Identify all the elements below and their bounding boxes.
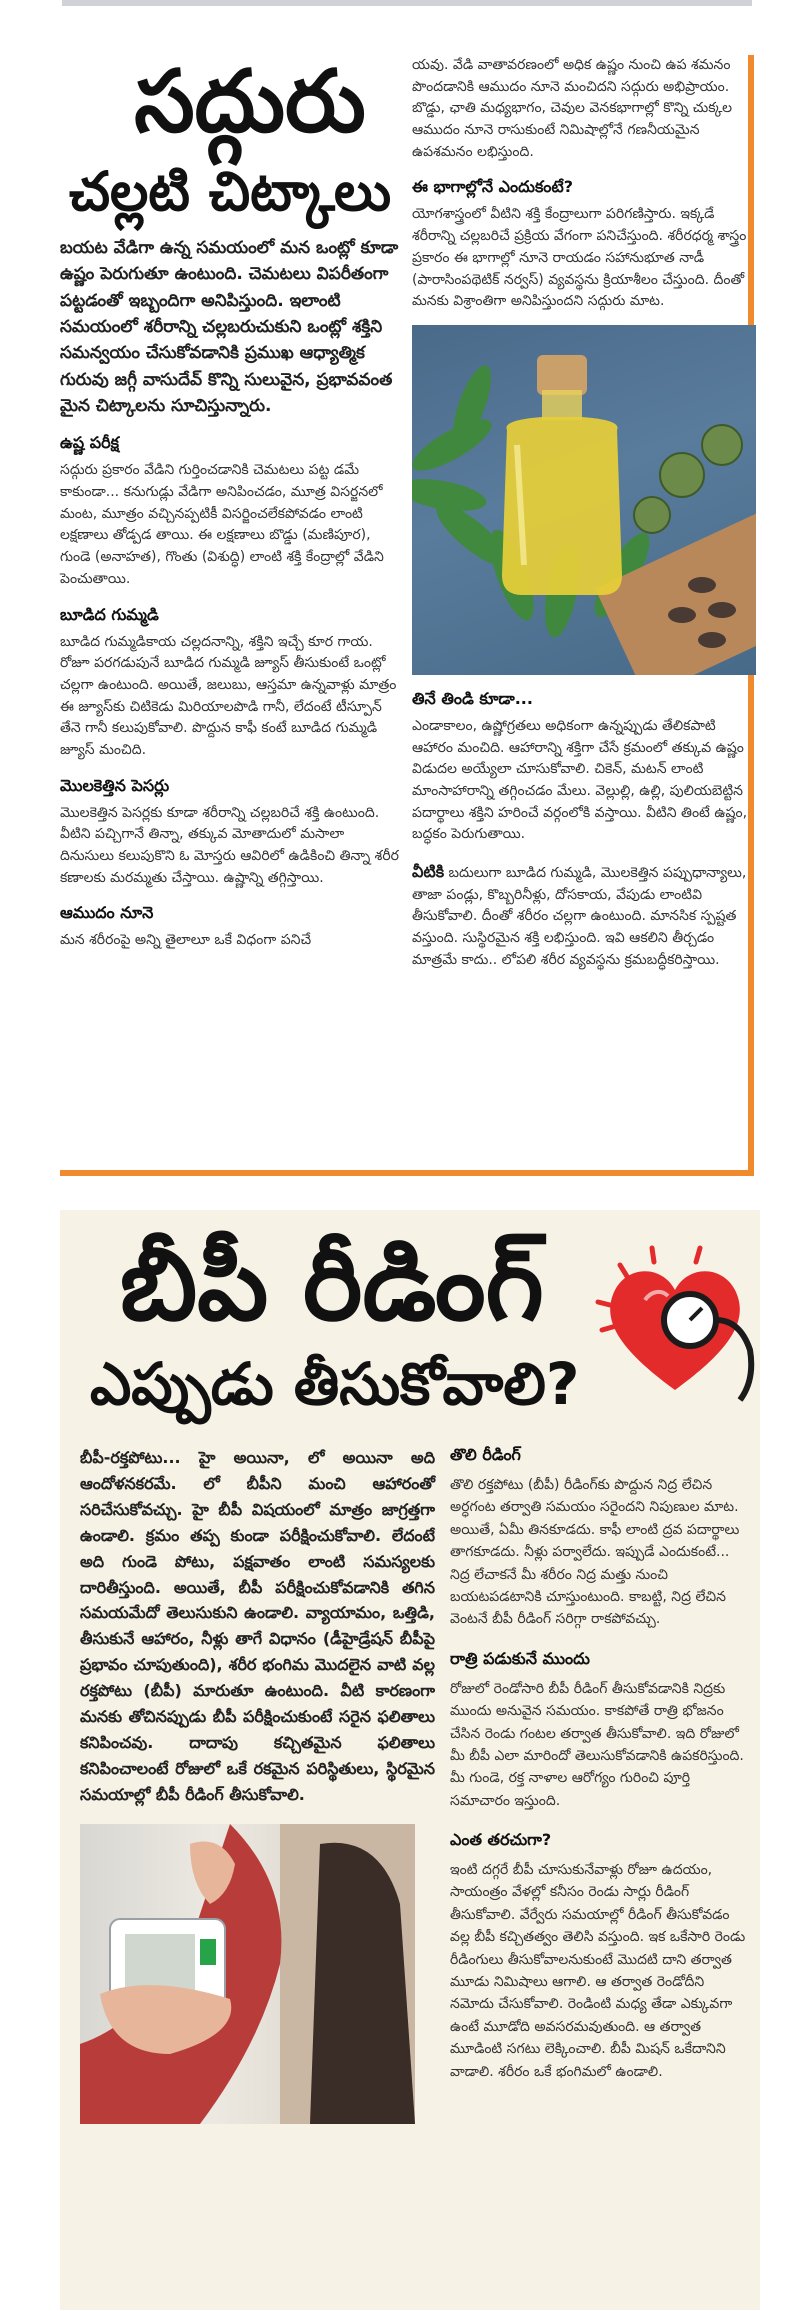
article2-title-line1: బీపీ రీడింగ్	[120, 1226, 544, 1343]
why-these-parts-heading: ఈ భాగాల్లోనే ఎందుకంటే?	[412, 177, 574, 197]
article1-title-line1: సద్గురు	[134, 52, 366, 152]
article2-intro: బీపీ-రక్తపోటు... హై అయినా, లో అయినా అది ఆందోళనకరమే. లో బీపీని మంచి ఆహారంతో సరిచేసుకోవచ్చు. హై బీపీ విషయంలో మాత్రం జాగ్రత్తగా ఉండాలి. క్రమం తప్ప కుండా పరీక్షించుకోవాలి. లేదంటే అది గుండె పోటు, పక్షవాతం లాంటి సమస్యలకు దారితీస్తుంది. అయితే, బీపీ పరీక్షించుకోవడానికి తగిన సమయమేదో తెలుసుకుని ఉండాలి. వ్యాయామం, ఒత్తిడి, తీసుకునే ఆహారం, నీళ్లు తాగే విధానం (డీహైడ్రేషన్ బీపీపై ప్రభావం చూపుతుంది), శరీర భంగిమ మొదలైన వాటి వల్ల రక్తపోటు (బీపీ) మారుతూ ఉంటుంది. వీటి కారణంగా మనకు తోచినప్పుడు బీపీ పరీక్షించుకుంటే సరైన ఫలితాలు కనిపించవు. దాదాపు కచ్చితమైన ఫలితాలు కనిపించాలంటే రోజులో ఒకే రకమైన పరిస్థితులు, స్థిరమైన సమయాల్లో బీపీ రీడింగ్ తీసుకోవాలి.	[80, 1448, 435, 1804]
sprouts-body: మొలకెత్తిన పెసర్లకు కూడా శరీరాన్ని చల్లబరిచే శక్తి ఉంటుంది. వీటిని పచ్చిగానే తిన్నా, తక్కువ మోతాదులో మసాలా దినుసులు కలుపుకొని ఓ మోస్తరు ఆవిరిలో ఉడికించి తిన్నా శరీర కణాలకు మరమ్మతు చేస్తాయి. ఉష్ణాన్ని తగ్గిస్తాయి.	[60, 804, 399, 886]
castor-oil-heading: ఆముదం నూనె	[60, 903, 154, 923]
heat-test-heading: ఉష్ణ పరీక్ష	[60, 433, 119, 453]
first-reading-body: తొలి రక్తపోటు (బీపీ) రీడింగ్‌కు పొద్దున నిద్ర లేచిన అర్ధగంట తర్వాతి సమయం సరైందని నిపుణుల మాట. అయితే, ఏమీ తినకూడదు. కాఫీ లాంటి ద్రవ పదార్థాలు తాగకూడదు. నీళ్లు పర్వాలేదు. ఇప్పుడే ఎందుకంటే... నిద్ర లేచాకనే మీ శరీరం నిద్ర మత్తు నుంచి బయటపడటానికి చూస్తుంటుంది. కాబట్టి, నిద్ర లేచిన వెంటనే బీపీ రీడింగ్ సరిగ్గా రాకపోవచ్చు.	[450, 1477, 740, 1628]
top-divider	[62, 0, 752, 6]
article1-left-column	[60, 235, 400, 952]
article2-left-column	[80, 1445, 435, 2124]
food-body: ఎండాకాలం, ఉష్ణోగ్రతలు అధికంగా ఉన్నప్పుడు తేలికపాటి ఆహారం మంచిది. ఆహారాన్ని శక్తిగా చేసే క్రమంలో తక్కువ ఉష్ణం విడుదల అయ్యేలా చూసుకోవాలి. చికెన్, మటన్ లాంటి మాంసాహారాన్ని తగ్గించడం మేలు. వెల్లుల్లి, ఉల్లి, పులియబెట్టిన పదార్థాలు శక్తిని హరించే వర్గంలోకి వస్తాయి. వీటిని తింటే ఉష్ణం, బద్ధకం పెరుగుతాయి.	[412, 717, 748, 843]
how-often-body: ఇంటి దగ్గరే బీపీ చూసుకునేవాళ్లు రోజూ ఉదయం, సాయంత్రం వేళల్లో కనీసం రెండు సార్లు రీడింగ్ తీసుకోవాలి. వేర్వేరు సమయాల్లో రీడింగ్ తీసుకోవడం వల్ల బీపీ కచ్చితత్వం తెలిసి వస్తుంది. ఇక ఒకేసారి రెండు రీడింగులు తీసుకోవాలనుకుంటే మొదటి దాని తర్వాత మూడు నిమిషాలు ఆగాలి. ఆ తర్వాత రెండోదీని నమోదు చేసుకోవాలి. రెండింటి మధ్య తేడా ఎక్కువగా ఉంటే మూడోది అవసరమవుతుంది. ఆ తర్వాత మూడింటి సగటు లెక్కించాలి. బీపీ మిషన్ ఒకేదానిని వాడాలి. శరీరం ఒకే భంగిమలో ఉండాలి.	[450, 1862, 746, 2080]
food-heading: తినే తిండి కూడా...	[412, 688, 533, 708]
first-reading-heading: తొలి రీడింగ్	[450, 1445, 521, 1464]
article-sadhguru-tips	[60, 52, 760, 1175]
article1-title-line2: చల్లటి చిట్కాలు	[68, 160, 392, 223]
instead-paragraph	[412, 860, 756, 972]
article2-title-line2: ఎప్పుడు తీసుకోవాలి?	[90, 1350, 580, 1418]
sprouts-heading: మొలకెత్తిన పెసర్లు	[60, 775, 170, 795]
castor-oil-body: మన శరీరంపై అన్ని తైలాలూ ఒకే విధంగా పనిచే	[60, 932, 312, 949]
how-often-heading: ఎంత తరచుగా?	[450, 1830, 552, 1850]
heat-test-body: సద్గురు ప్రకారం వేడిని గుర్తించడానికి చెమటలు పట్ట డమే కాకుండా... కనుగుడ్లు వేడిగా అనిపించడం, మూత్ర విసర్జనలో మంట, మూత్రం వచ్చినప్పటికీ విసర్జించలేకపోవడం లాంటి లక్షణాలు తోడ్పడ తాయి. ఈ లక్షణాలు బొడ్డు (మణిపూర), గుండె (అనాహత), గొంతు (విశుద్ధి) లాంటి శక్తి కేంద్రాల్లో వేడిని పెంచుతాయి.	[60, 462, 384, 587]
bp-monitor-photo	[80, 1824, 415, 2124]
ash-gourd-heading: బూడిద గుమ్మడి	[60, 604, 159, 624]
instead-body: బదులుగా బూడిద గుమ్మడి, మొలకెత్తిన పప్పుధాన్యాలు, తాజా పండ్లు, కొబ్బరినీళ్లు, దోసకాయ, వేపుడు లాంటివి తీసుకోవాలి. దీంతో శరీరం చల్లగా ఉంటుంది. మానసిక స్పష్టత వస్తుంది. సుస్థిరమైన శక్తి లభిస్తుంది. ఇవి ఆకలిని తీర్చడం మాత్రమే కాదు.. లోపలి శరీర వ్యవస్థను క్రమబద్ధీకరిస్తాయి.	[412, 865, 747, 968]
instead-lead: వీటికి	[412, 862, 445, 881]
article2-right-column	[450, 1445, 750, 2083]
article1-right-column	[412, 55, 756, 972]
article-bp-reading	[60, 1210, 760, 2310]
before-sleep-body: రోజులో రెండోసారి బీపీ రీడింగ్ తీసుకోవడానికి నిద్రకు ముందు అనువైన సమయం. కాకపోతే రాత్రి భోజనం చేసిన రెండు గంటల తర్వాత తీసుకోవాలి. ఇది రోజులో మీ బీపీ ఎలా మారిందో తెలుసుకోవడానికి ఉపకరిస్తుంది. మీ గుండె, రక్త నాళాల ఆరోగ్యం గురించి పూర్తి సమాచారం ఇస్తుంది.	[450, 1680, 744, 1809]
ash-gourd-body: బూడిద గుమ్మడికాయ చల్లదనాన్ని, శక్తిని ఇచ్చే కూర గాయ. రోజూ పరగడుపునే బూడిద గుమ్మడి జ్యూస్ తీసుకుంటే ఒంట్లో చల్లగా ఉంటుంది. అయితే, జలుబు, ఆస్తమా ఉన్నవాళ్లు మాత్రం ఈ జ్యూస్‌కు చిటికెడు మిరియాలపొడి గానీ, లేదంటే టీస్పూన్ తేనె గానీ కలుపుకోవాలి. పొద్దున కాఫీ కంటే బూడిద గుమ్మడి జ్యూస్ మంచిది.	[60, 633, 397, 758]
castor-oil-photo	[412, 325, 756, 675]
before-sleep-heading: రాత్రి పడుకునే ముందు	[450, 1648, 590, 1668]
why-these-parts-body: యోగశాస్త్రంలో వీటిని శక్తి కేంద్రాలుగా పరిగణిస్తారు. ఇక్కడే శరీరాన్ని చల్లబరిచే ప్రక్రియ వేగంగా పనిచేస్తుంది. శరీరధర్మ శాస్త్రం ప్రకారం ఈ భాగాల్లో నూనె రాయడం సహానుభూత నాడీ (పారాసింపథెటిక్ నర్వస్) వ్యవస్థను క్రియాశీలం చేస్తుంది. దీంతో మనకు విశ్రాంతిగా అనిపిస్తుందని సద్గురు మాట.	[412, 206, 747, 310]
article1-intro: బయట వేడిగా ఉన్న సమయంలో మన ఒంట్లో కూడా ఉష్ణం పెరుగుతూ ఉంటుంది. చెమటలు విపరీతంగా పట్టడంతో ఇబ్బందిగా అనిపిస్తుంది. ఇలాంటి సమయంలో శరీరాన్ని చల్లబరుచుకుని ఒంట్లో శక్తిని సమన్వయం చేసుకోవడానికి ప్రముఖ ఆధ్యాత్మిక గురువు జగ్గీ వాసుదేవ్ కొన్ని సులువైన, ప్రభావవంత మైన చిట్కాలను సూచిస్తున్నారు.	[60, 238, 399, 417]
castor-oil-continued: యవు. వేడి వాతావరణంలో అధిక ఉష్ణం నుంచి ఉప శమనం పొందడానికి ఆముదం నూనె మంచిదని సద్గురు అభిప్రాయం. బొడ్డు, ఛాతి మధ్యభాగం, చెవుల వెనకభాగాల్లో కొన్ని చుక్కల ఆముదం నూనె రాసుకుంటే నిమిషాల్లోనే గణనీయమైన ఉపశమనం లభిస్తుంది.	[412, 57, 733, 160]
heart-bp-gauge-icon	[590, 1240, 760, 1410]
